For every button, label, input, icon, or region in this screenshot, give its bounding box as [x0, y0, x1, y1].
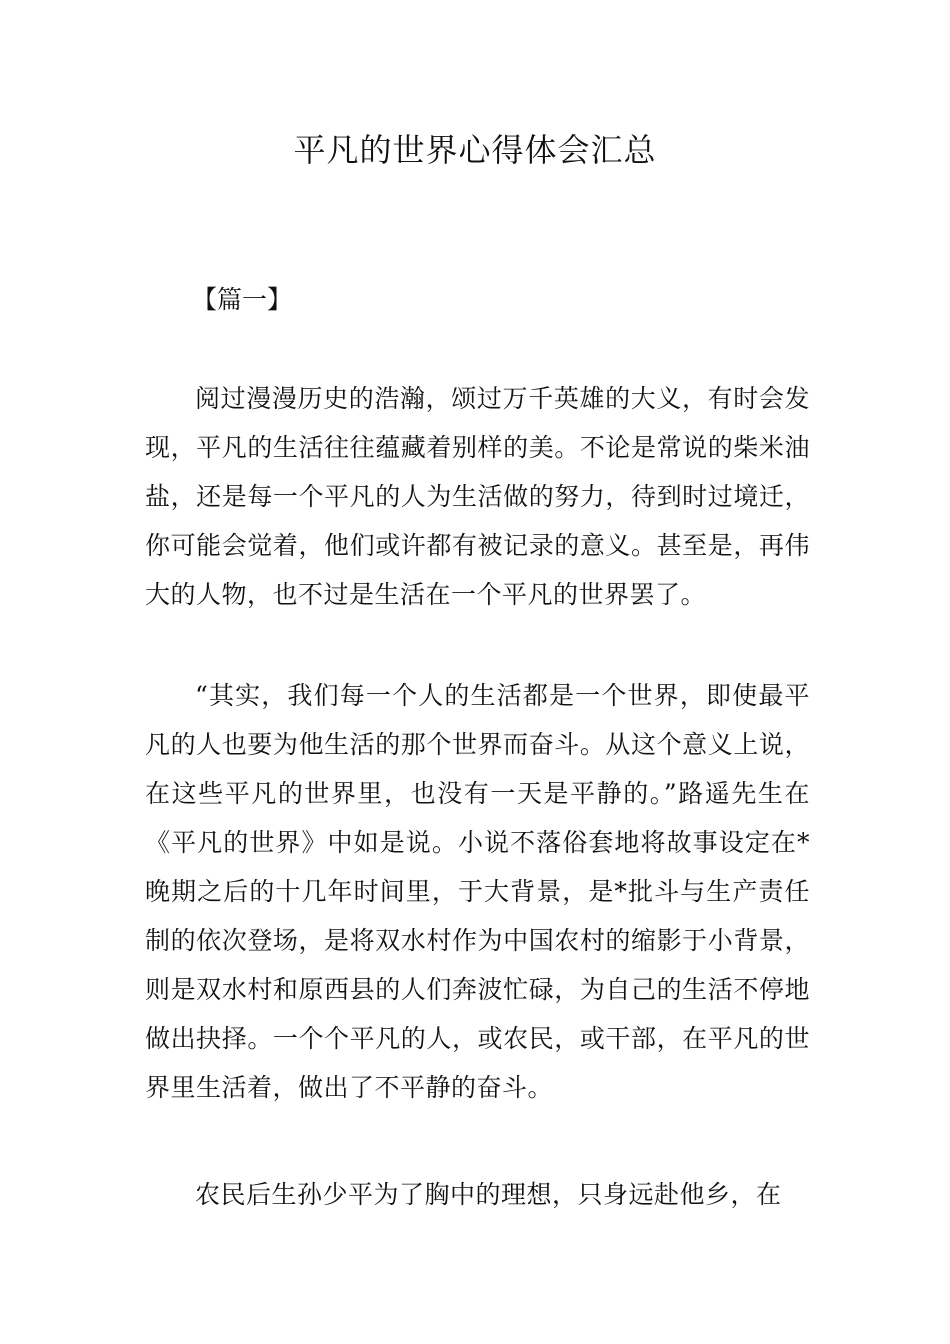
- paragraph-3: 农民后生孙少平为了胸中的理想，只身远赴他乡，在: [195, 1180, 782, 1209]
- paragraph-2: “其实，我们每一个人的生活都是一个世界，即使最平凡的人也要为他生活的那个世界而奋斗。从这个意义上说，在这些平凡的世界里，也没有一天是平静的。”路遥先生在《平凡的世界》中如是说。小说不落俗套地将故事设定在*晚期之后的十几年时间里，于大背景，是*批斗与生产责任制的依次登场，是将双水村作为中国农村的缩影于小背景，则是双水村和原西县的人们奔波忙碌，为自己的生活不停地做出抉择。一个个平凡的人，或农民，或干部，在平凡的世界里生活着，做出了不平静的奋斗。: [145, 681, 810, 1102]
- document-title: 平凡的世界心得体会汇总: [293, 131, 657, 169]
- paragraph-1: 阅过漫漫历史的浩瀚，颂过万千英雄的大义，有时会发现，平凡的生活往往蕴藏着别样的美。不论是常说的柴米油盐，还是每一个平凡的人为生活做的努力，待到时过境迁，你可能会觉着，他们或许都有被记录的意义。甚至是，再伟大的人物，也不过是生活在一个平凡的世界罢了。: [145, 384, 810, 609]
- section-label: 【篇一】: [192, 285, 293, 314]
